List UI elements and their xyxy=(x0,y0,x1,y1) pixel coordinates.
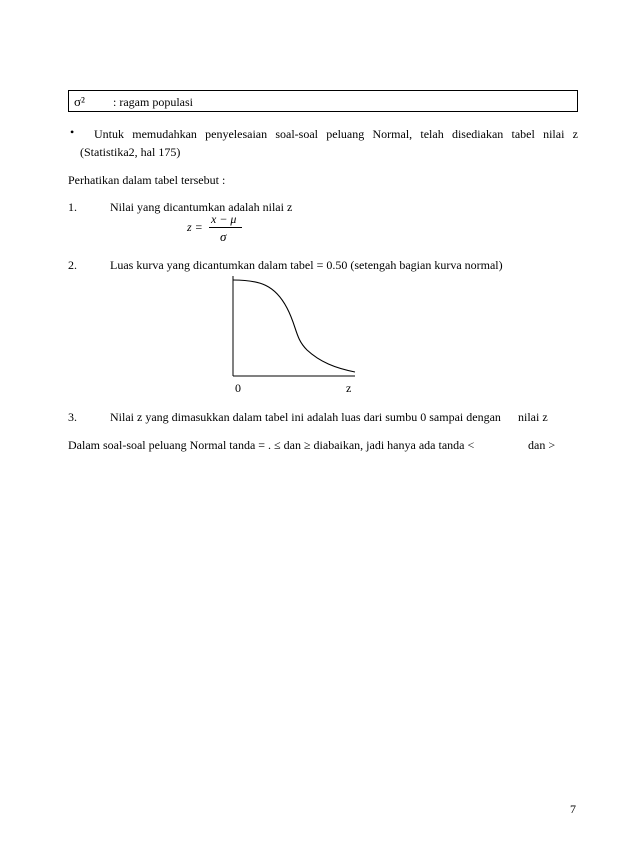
item-2-text: Luas kurva yang dicantumkan dalam tabel = 0.50 (setengah bagian kurva normal) xyxy=(110,258,503,272)
sigma-squared-symbol: σ² xyxy=(74,94,85,109)
formula-denominator: σ xyxy=(220,229,227,244)
item-1-number: 1. xyxy=(68,200,77,214)
axis-label-zero: 0 xyxy=(235,381,241,395)
bullet-icon: • xyxy=(70,125,75,139)
footer-note-text: Dalam soal-soal peluang Normal tanda = . ≤ dan ≥ diabaikan, jadi hanya ada tanda < xyxy=(68,438,475,452)
bullet-line-2: (Statistika2, hal 175) xyxy=(80,145,181,159)
item-3-text: Nilai z yang dimasukkan dalam tabel ini adalah luas dari sumbu 0 sampai dengan xyxy=(110,410,501,424)
item-2-number: 2. xyxy=(68,258,77,272)
formula-numerator: x − μ xyxy=(211,212,237,226)
footer-note-tail: dan > xyxy=(528,438,556,452)
item-3-tail: nilai z xyxy=(518,410,548,424)
fraction-bar xyxy=(209,227,242,228)
formula-lhs: z = xyxy=(187,220,203,234)
definition-box xyxy=(68,90,578,112)
normal-curve-line xyxy=(233,280,355,372)
item-3-number: 3. xyxy=(68,410,77,424)
intro-text: Perhatikan dalam tabel tersebut : xyxy=(68,173,226,187)
item-1-text: Nilai yang dicantumkan adalah nilai z xyxy=(110,200,293,214)
half-normal-curve-figure xyxy=(225,270,365,382)
definition-text: : ragam populasi xyxy=(113,95,193,109)
axis-label-z: z xyxy=(346,381,352,395)
page-number: 7 xyxy=(570,802,576,816)
bullet-line-1: Untuk memudahkan penyelesaian soal-soal peluang Normal, telah disediakan tabel nilai z xyxy=(94,127,578,141)
